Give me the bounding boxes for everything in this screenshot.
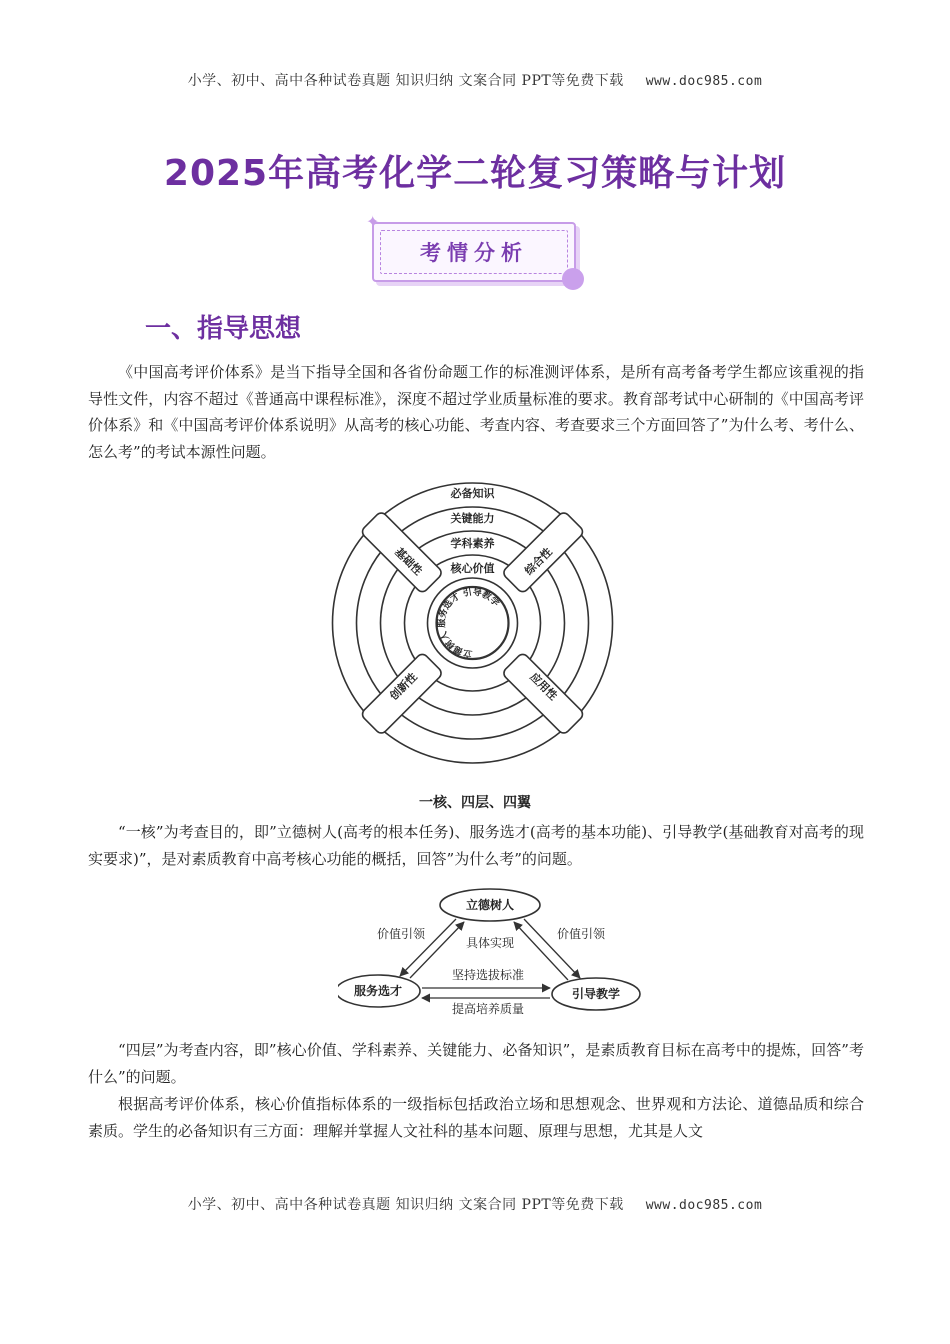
paragraph-four-layers: “四层”为考查内容，即”核心价值、学科素养、关键能力、必备知识”，是素质教育目标在高考中的提炼，回答”考什么”的问题。 [88, 1041, 864, 1086]
one-core-four-layers-diagram [330, 478, 615, 768]
core-label [436, 586, 503, 660]
layer-label-1: 必备知识 [450, 487, 495, 500]
layer-label-4: 核心价值 [450, 562, 495, 575]
page-footer [0, 1194, 950, 1214]
footer-text: 小学、初中、高中各种试卷真题 知识归纳 文案合同 PPT等免费下载 [187, 1197, 624, 1213]
node-right-label: 引导教学 [571, 987, 621, 1001]
bottom-below-label: 提高培养质量 [451, 1002, 525, 1016]
center-label: 具体实现 [465, 936, 515, 950]
layer-label-3: 学科素养 [450, 537, 495, 550]
layer-label-2: 关键能力 [450, 512, 495, 525]
core-text: 立德树人 服务选才 引导教学 [437, 587, 501, 659]
paragraph-core-values: 根据高考评价体系，核心价值指标体系的一级指标包括政治立场和思想观念、世界观和方法论、道德品质和综合素质。学生的必备知识有三方面：理解并掌握人文社科的基本问题、原理与思想，尤其是人文 [88, 1095, 864, 1140]
sparkle-icon: ✦ [366, 212, 380, 231]
badge-label: 考情分析 [380, 230, 568, 274]
page-header [0, 70, 950, 90]
wing-label-applied: 应用性 [527, 670, 560, 703]
diagram-caption: 一核、四层、四翼 [419, 795, 531, 811]
badge-dot-decoration [562, 268, 584, 290]
edge-right-label: 价值引领 [556, 927, 606, 941]
bottom-top-label: 坚持选拔标准 [451, 968, 525, 982]
paragraph-one-core: “一核”为考查目的，即”立德树人(高考的根本任务)、服务选才(高考的基本功能)、引导教学(基础教育对高考的现实要求)”，是对素质教育中高考核心功能的概括，回答”为什么考”的问题。 [88, 823, 864, 868]
edge-left-label: 价值引领 [376, 927, 426, 941]
page-title: 2025年高考化学二轮复习策略与计划 [163, 153, 787, 194]
header-text: 小学、初中、高中各种试卷真题 知识归纳 文案合同 PPT等免费下载 [187, 73, 624, 89]
section-badge [366, 212, 576, 282]
wing-label-comprehensive: 综合性 [522, 545, 555, 578]
footer-url[interactable]: www.doc985.com [645, 1198, 763, 1213]
node-left-label: 服务选才 [353, 984, 403, 998]
wing-label-innovative: 创新性 [387, 670, 420, 703]
core-function-triangle-diagram [338, 888, 643, 1020]
wing-label-basic: 基础性 [392, 545, 425, 578]
header-url[interactable]: www.doc985.com [645, 74, 763, 89]
node-top-label: 立德树人 [465, 898, 515, 912]
paragraph-intro: 《中国高考评价体系》是当下指导全国和各省份命题工作的标准测评体系，是所有高考备考学生都应该重视的指导性文件，内容不超过《普通高中课程标准》，深度不超过学业质量标准的要求。教育部考试中心研制的《中国高考评价体系》和《中国高考评价体系说明》从高考的核心功能、考查内容、考查要求三个方面回答了”为什么考、考什么、怎么考”的考试本源性问题。 [88, 363, 864, 461]
section-heading: 一、指导思想 [145, 314, 302, 344]
